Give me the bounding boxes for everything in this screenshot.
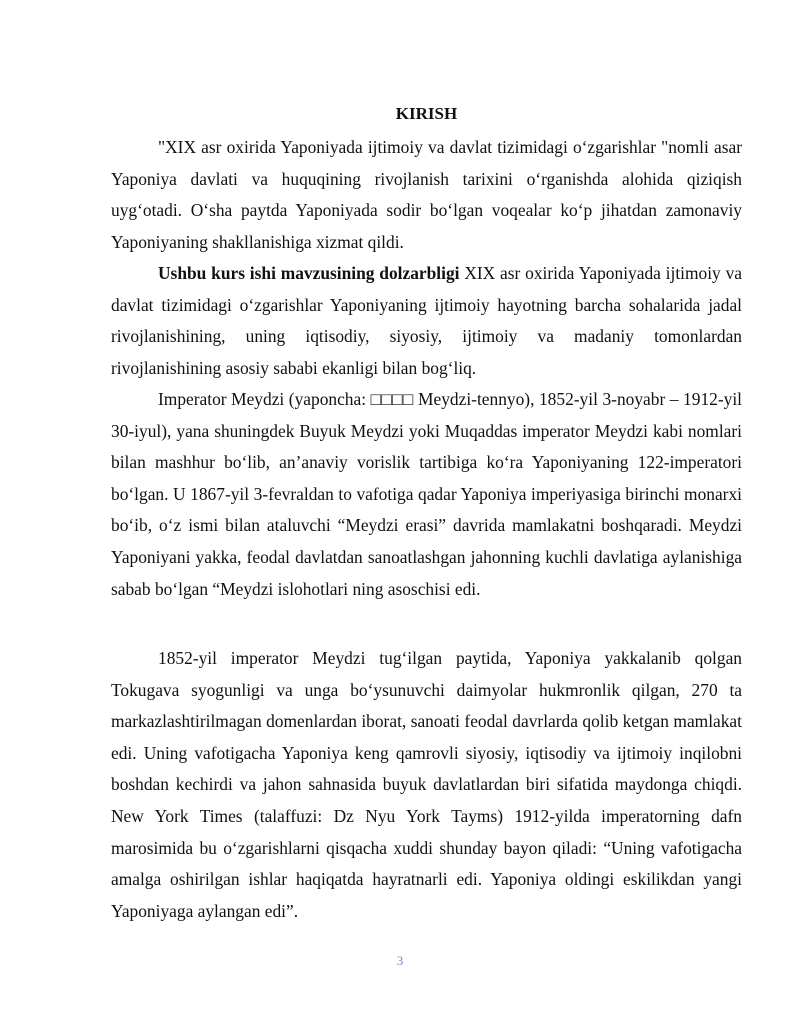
section-heading: KIRISH xyxy=(395,104,458,123)
paragraph-4 xyxy=(111,643,742,927)
paragraph-2 xyxy=(111,258,742,384)
paragraph-2-text: XIX asr oxirida Yaponiyada ijtimoiy va davlat tizimidagi oʻzgarishlar Yaponiyaning ijtimoiy hayotning barcha sohalarida jadal rivojlanishining, uning iqtisodiy, siyosiy, ijtimoiy va madaniy tomonlardan rivojlanishining asosiy sababi ekanligi bilan bogʻliq. xyxy=(111,263,742,378)
paragraph-1 xyxy=(111,132,742,258)
paragraph-4-text: 1852-yil imperator Meydzi tugʻilgan paytida, Yaponiya yakkalanib qolgan Tokugava syogunligi va unga boʻysunuvchi daimyolar hukmronlik qilgan, 270 ta markazlashtirilmagan domenlardan iborat, sanoati feodal davrlarda qolib ketgan mamlakat edi. Uning vafotigacha Yaponiya keng qamrovli siyosiy, iqtisodiy va ijtimoiy inqilobni boshdan kechirdi va jahon sahnasida buyuk davlatlardan biri sifatida maydonga chiqdi. New York Times (talaffuzi: Dz Nyu York Tayms) 1912-yilda imperatorning dafn marosimida bu oʻzgarishlarni qisqacha xuddi shunday bayon qiladi: “Uning vafotigacha amalga oshirilgan ishlar haqiqatda hayratnarli edi. Yaponiya oldingi eskilikdan yangi Yaponiyaga aylangan edi”. xyxy=(111,648,742,921)
paragraph-3-text: Imperator Meydzi (yaponcha: □□□□ Meydzi-tennyo), 1852-yil 3-noyabr – 1912-yil 30-iyul), yana shuningdek Buyuk Meydzi yoki Muqaddas imperator Meydzi kabi nomlari bilan mashhur boʻlib, an’anaviy vorislik tartibiga koʻra Yaponiyaning 122-imperatori boʻlgan. U 1867-yil 3-fevraldan to vafotiga qadar Yaponiya imperiyasiga birinchi monarxi boʻib, oʻz ismi bilan ataluvchi “Meydzi erasi” davrida mamlakatni boshqaradi. Meydzi Yaponiyani yakka, feodal davlatdan sanoatlashgan jahonning kuchli davlatiga aylanishiga sabab boʻlgan “Meydzi islohotlari ning asoschisi edi. xyxy=(111,389,742,599)
paragraph-2-bold-lead: Ushbu kurs ishi mavzusining dolzarbligi xyxy=(158,263,460,283)
paragraph-1-text: "XIX asr oxirida Yaponiyada ijtimoiy va davlat tizimidagi oʻzgarishlar "nomli asar Yaponiya davlati va huquqining rivojlanish tarixini oʻrganishda alohida qiziqish uygʻotadi. Oʻsha paytda Yaponiyada sodir boʻlgan voqealar koʻp jihatdan zamonaviy Yaponiyaning shakllanishiga xizmat qildi. xyxy=(111,137,742,252)
page-number: 3 xyxy=(396,953,404,968)
paragraph-3 xyxy=(111,384,742,605)
